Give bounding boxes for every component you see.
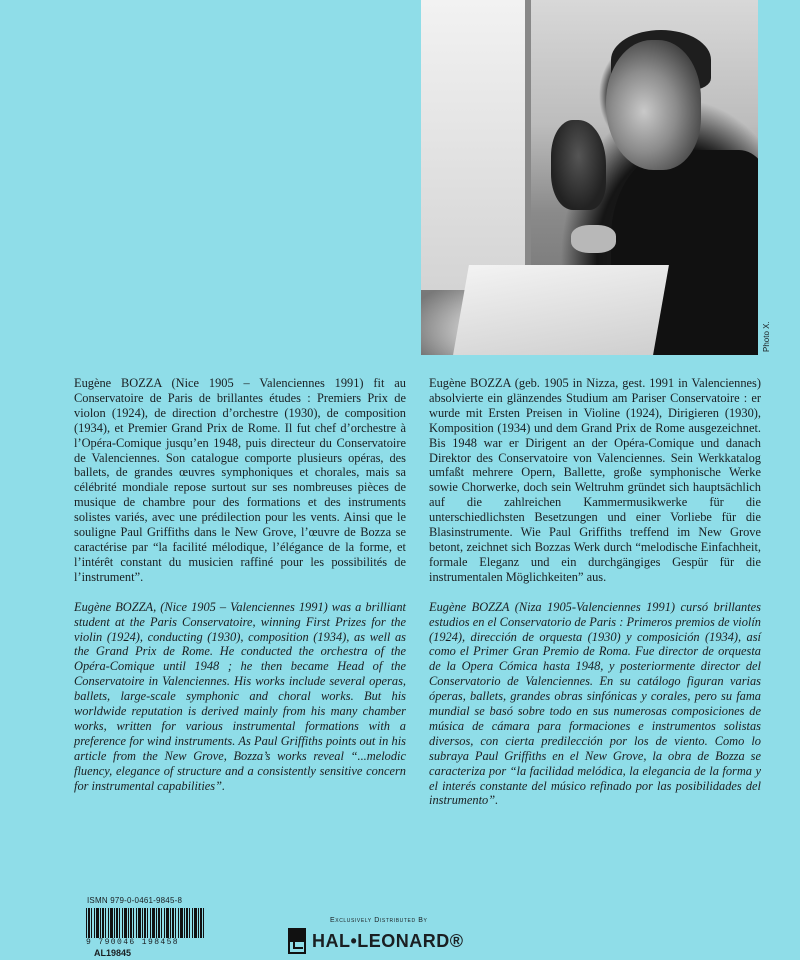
hal-leonard-logo xyxy=(288,928,464,954)
distributed-by-label: Exclusively Distributed By xyxy=(330,917,428,924)
catalog-number: AL19845 xyxy=(94,948,132,958)
ismn-number: ISMN 979-0-0461-9845-8 xyxy=(87,896,183,905)
german-biography: Eugène BOZZA (geb. 1905 in Nizza, gest. 1991 in Valenciennes) absolvierte ein glänzendes Studium am Pariser Conservatoire : er wurde mit Ersten Preisen in Violine (1924), Dirigieren (1930), Komposition (1934) und dem Grand Prix de Rome ausgezeichnet. Bis 1948 war er Dirigent an der Opéra-Comique und danach Direktor des Conservatoire von Valenciennes. Sein Werkkatalog umfaßt mehrere Opern, Ballette, große symphonische Werke sowie Chorwerke, doch sein Weltruhm gründet sich hauptsächlich auf die zahlreichen Kammermusikwerke für die unterschiedlichsten Besetzungen und einer Vorliebe für die Blasinstrumente. Wie Paul Griffiths treffend im New Grove betont, zeichnet sich Bozzas Werk durch “melodische Einfachheit, formale Eleganz und ein durchgängiges Gespür für die instrumentalen Möglichkeiten” aus. xyxy=(429,376,761,584)
hal-leonard-mark-icon xyxy=(288,928,306,954)
english-biography: Eugène BOZZA, (Nice 1905 – Valenciennes 1991) was a brilliant student at the Paris Conservatoire, winning First Prizes for the violin (1924), conducting (1930), composition (1934), as well as the Grand Prix de Rome. He conducted the orchestra of the Opéra-Comique until 1948 ; he then became Head of the Conservatoire in Valenciennes. His works include several operas, ballets, large-scale symphonic and choral works. But his worldwide reputation is derived mainly from his many chamber works, written for various instrumental formations with a preference for wind instruments. As Paul Griffiths points out in his article from the New Grove, Bozza’s works reveal “...melodic fluency, elegance of structure and a consistently sensitive concern for instrumental capabilities”. xyxy=(74,599,406,793)
barcode-digits: 9 790046 198458 xyxy=(86,938,180,947)
composer-photo xyxy=(421,0,758,355)
french-biography: Eugène BOZZA (Nice 1905 – Valenciennes 1991) fit au Conservatoire de Paris de brillantes études : Premiers Prix de violon (1924), de direction d’orchestre (1930), de composition (1934), et Premier Grand Prix de Rome. Il fut chef d’orchestre à l’Opéra-Comique jusqu’en 1948, puis directeur du Conservatoire de Valenciennes. Son catalogue comporte plusieurs opéras, des ballets, de grandes œuvres symphoniques et chorales, mais sa célébrité mondiale repose surtout sur ses nombreuses pièces de musique de chambre pour des formations et des instruments solistes variés, avec une prédilection pour les vents. Ainsi que le souligne Paul Griffiths dans le New Grove, l’œuvre de Bozza se caractérise par “la facilité mélodique, l’élégance de la forme, et l’intérêt constant du musicien raffiné pour les possibilités de l’instrument”. xyxy=(74,376,406,584)
photo-credit: Photo X. xyxy=(762,321,771,352)
barcode-icon xyxy=(86,908,206,938)
spanish-biography: Eugène BOZZA (Niza 1905-Valenciennes 1991) cursó brillantes estudios en el Conservatorio de Paris : Primeros premios de violín (1924), dirección de orquesta (1930) y composición (1934), así como el Primer Gran Premio de Roma. Fue director de orquesta de la Opera Cómica hasta 1948, y posteriormente director del Conservatorio de Valenciennes. En su catálogo figuran varias óperas, ballets, grandes obras sinfónicas y corales, pero su fama mundial se basó sobre todo en sus numerosas composiciones de música de cámara para formaciones e instrumentos solistas diversos, con cierta predilección por los de viento. Como lo subraya Paul Griffiths en el New Grove, la obra de Bozza se caracteriza por “la facilidad melódica, la elegancia de la forma y el interés constante del músico refinado por las posibilidades del instrumento”. xyxy=(429,599,761,808)
left-column xyxy=(74,376,406,808)
right-column xyxy=(429,376,761,823)
publisher-name: HAL•LEONARD® xyxy=(312,930,464,951)
